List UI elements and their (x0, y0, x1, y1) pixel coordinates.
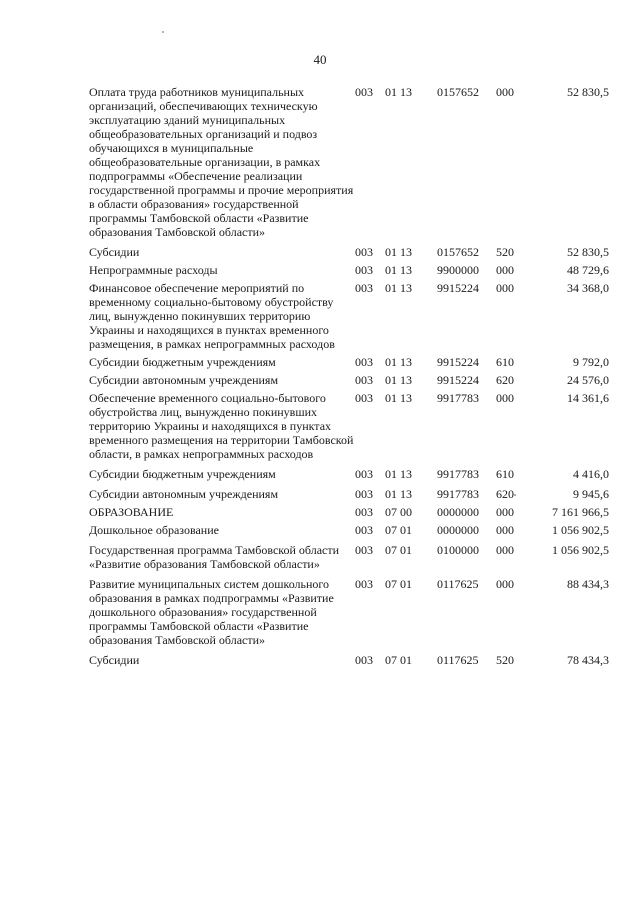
row-section: 07 01 (385, 653, 412, 667)
row-section: 01 13 (385, 245, 412, 259)
row-expense-type: 000 (496, 281, 514, 295)
row-expense-type: 000 (496, 577, 514, 591)
table-row (89, 85, 609, 239)
row-code: 003 (355, 281, 373, 295)
row-code: 003 (355, 355, 373, 369)
row-code: 003 (355, 263, 373, 277)
row-code: 003 (355, 543, 373, 557)
row-expense-type: 000 (496, 523, 514, 537)
table-row (89, 351, 609, 369)
row-section: 01 13 (385, 467, 412, 481)
row-code: 003 (355, 577, 373, 591)
row-amount: 9 945,6 (573, 487, 609, 501)
row-article: 9917783 (437, 467, 479, 481)
row-section: 01 13 (385, 281, 412, 295)
row-article: 9900000 (437, 263, 479, 277)
row-amount: 1 056 902,5 (552, 523, 609, 537)
row-article: 9917783 (437, 391, 479, 405)
row-code: 003 (355, 487, 373, 501)
row-amount: 14 361,6 (567, 391, 609, 405)
row-code: 003 (355, 245, 373, 259)
row-expense-type: 000 (496, 505, 514, 519)
table-row (89, 501, 609, 519)
row-section: 01 13 (385, 391, 412, 405)
row-expense-type: 000 (496, 85, 514, 99)
table-row (89, 481, 609, 501)
row-amount: 52 830,5 (567, 85, 609, 99)
budget-table (89, 85, 609, 667)
row-section: 01 13 (385, 487, 412, 501)
row-section: 01 13 (385, 85, 412, 99)
row-code: 003 (355, 467, 373, 481)
row-article: 0157652 (437, 245, 479, 259)
row-name: Государственная программа Тамбовской области «Развитие образования Тамбовской области» (89, 543, 340, 571)
table-row (89, 571, 609, 647)
row-amount: 4 416,0 (573, 467, 609, 481)
row-expense-type: 620 (496, 373, 514, 387)
row-name: Субсидии автономным учреждениям (89, 373, 279, 387)
row-amount: 78 434,3 (567, 653, 609, 667)
row-name: ОБРАЗОВАНИЕ (89, 505, 174, 519)
row-amount: 24 576,0 (567, 373, 609, 387)
row-expense-type: 620 (496, 487, 514, 501)
row-article: 9917783 (437, 487, 479, 501)
row-article: 0117625 (437, 577, 479, 591)
row-code: 003 (355, 391, 373, 405)
row-article: 0000000 (437, 505, 479, 519)
scan-speck (162, 31, 164, 33)
row-expense-type: 610 (496, 355, 514, 369)
row-section: 01 13 (385, 263, 412, 277)
row-name: Дошкольное образование (89, 523, 219, 537)
row-name: Субсидии бюджетным учреждениям (89, 467, 276, 481)
row-name: Субсидии (89, 653, 140, 667)
row-name: Оплата труда работников муниципальных организаций, обеспечивающих техническую эксплуатацию зданий муниципальных общеобразовательных организаций и подвоз обучающихся в муниципальные общеобразовательные организации, в рамках подпрограммы «Обеспечение реализации государственной программы и прочие мероприятия в области образования» государственной программы Тамбовской области «Развитие образования Тамбовской области» (89, 85, 354, 239)
row-name: Обеспечение временного социально-бытового обустройства лиц, вынужденно покинувших территорию Украины и находящихся в пунктах временного размещения на территории Тамбовской области, в рамках непрограммных расходов (89, 391, 354, 461)
table-row (89, 647, 609, 667)
row-expense-type: 520 (496, 245, 514, 259)
row-name: Субсидии автономным учреждениям (89, 487, 279, 501)
row-section: 07 01 (385, 543, 412, 557)
table-row (89, 259, 609, 277)
row-expense-type: 610 (496, 467, 514, 481)
table-row (89, 277, 609, 351)
row-amount: 88 434,3 (567, 577, 609, 591)
row-article: 9915224 (437, 355, 479, 369)
row-amount: 1 056 902,5 (552, 543, 609, 557)
row-article: 0000000 (437, 523, 479, 537)
table-row (89, 239, 609, 259)
row-code: 003 (355, 653, 373, 667)
row-article: 9915224 (437, 373, 479, 387)
row-expense-type: 000 (496, 543, 514, 557)
table-row (89, 461, 609, 481)
row-article: 0157652 (437, 85, 479, 99)
row-section: 07 00 (385, 505, 412, 519)
row-article: 0100000 (437, 543, 479, 557)
row-code: 003 (355, 505, 373, 519)
row-amount: 52 830,5 (567, 245, 609, 259)
row-section: 01 13 (385, 373, 412, 387)
row-code: 003 (355, 373, 373, 387)
row-section: 07 01 (385, 577, 412, 591)
row-code: 003 (355, 85, 373, 99)
row-section: 01 13 (385, 355, 412, 369)
row-amount: 9 792,0 (573, 355, 609, 369)
row-section: 07 01 (385, 523, 412, 537)
row-name: Финансовое обеспечение мероприятий по временному социально-бытовому обустройству лиц, вынужденно покинувших территорию Украины и находящихся в пунктах временного размещения, в рамках непрограммных расходов (89, 281, 335, 351)
row-name: Непрограммные расходы (89, 263, 218, 277)
row-name: Субсидии (89, 245, 140, 259)
row-article: 0117625 (437, 653, 479, 667)
row-name: Субсидии бюджетным учреждениям (89, 355, 276, 369)
row-name: Развитие муниципальных систем дошкольного образования в рамках подпрограммы «Развитие дошкольного образования» государственной программы Тамбовской области «Развитие образования Тамбовской области» (89, 577, 334, 647)
page-number: 40 (313, 52, 327, 67)
row-amount: 7 161 966,5 (552, 505, 609, 519)
table-row (89, 369, 609, 387)
row-amount: 34 368,0 (567, 281, 609, 295)
table-row (89, 387, 609, 461)
row-expense-type: 000 (496, 263, 514, 277)
row-code: 003 (355, 523, 373, 537)
row-expense-type: 520 (496, 653, 514, 667)
table-row (89, 537, 609, 571)
row-amount: 48 729,6 (567, 263, 609, 277)
row-expense-type: 000 (496, 391, 514, 405)
row-article: 9915224 (437, 281, 479, 295)
table-row (89, 519, 609, 537)
